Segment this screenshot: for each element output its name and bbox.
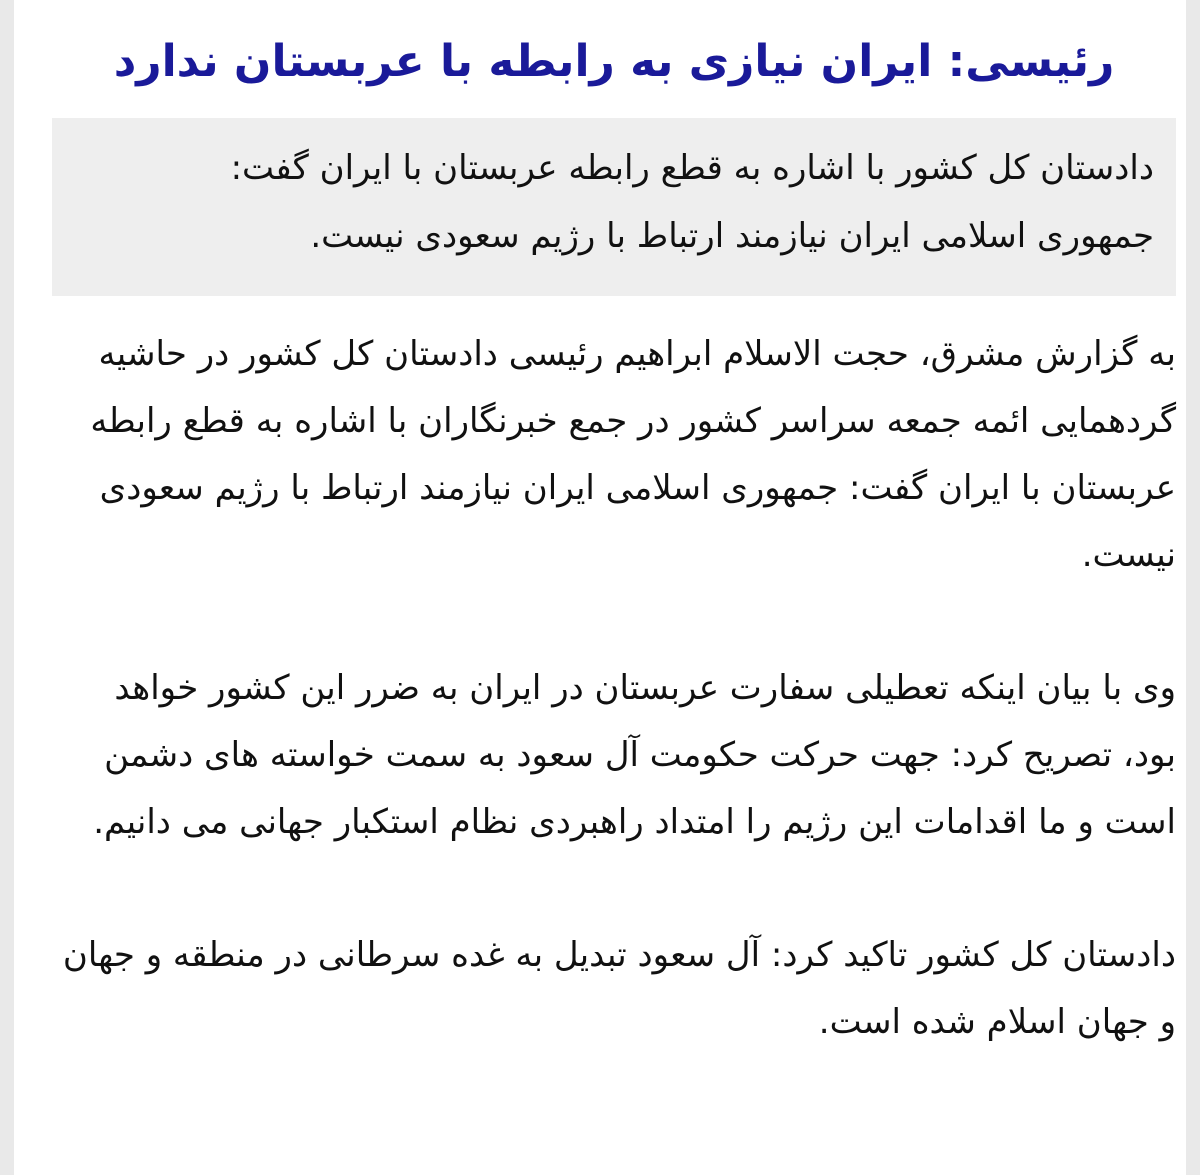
- article-paragraph-2: وی با بیان اینکه تعطیلی سفارت عربستان در ایران به ضرر این کشور خواهد بود، تصریح کرد: جهت حرکت حکومت آل سعود به سمت خواسته های دشمن است و ما اقدامات این رژیم را امتداد راهبردی نظام استکبار جهانی می دانیم.: [93, 668, 1176, 842]
- lead-line-2: جمهوری اسلامی ایران نیازمند ارتباط با رژیم سعودی نیست.: [310, 216, 1154, 256]
- article-paragraph-3: دادستان کل کشور تاکید کرد: آل سعود تبدیل به غده سرطانی در منطقه و جهان و جهان اسلام شده است.: [62, 935, 1176, 1042]
- article-lead: [52, 118, 1176, 296]
- article-title: رئیسی: ایران نیازی به رابطه با عربستان ندارد: [113, 36, 1115, 87]
- lead-line-1: دادستان کل کشور با اشاره به قطع رابطه عربستان با ایران گفت:: [230, 148, 1154, 188]
- article-paragraph-1: به گزارش مشرق، حجت الاسلام ابراهیم رئیسی دادستان کل کشور در حاشیه گردهمایی ائمه جمعه سراسر کشور در جمع خبرنگاران با اشاره به قطع رابطه عربستان با ایران گفت: جمهوری اسلامی ایران نیازمند ارتباط با رژیم سعودی نیست.: [90, 334, 1176, 575]
- article-content: [52, 0, 1176, 1056]
